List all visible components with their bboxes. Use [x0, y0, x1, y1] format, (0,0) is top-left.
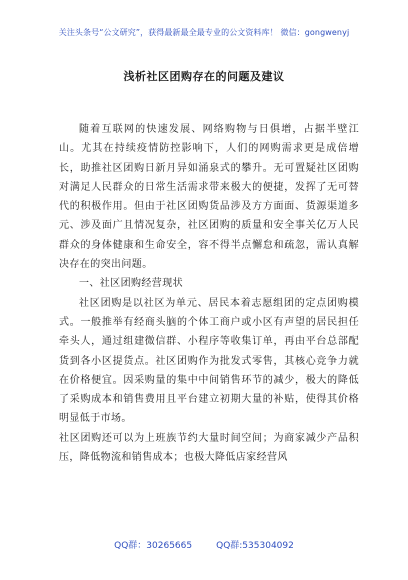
intro-paragraph: 随着互联网的快速发展、网络购物与日俱增，占据半壁江山。尤其在持续疫情防控影响下，人们的网购需求更是成倍增长，助推社区团购日新月异如涌泉式的攀升。无可置疑社区团购对满足人民群众的日常生活需求带来极大的便捷，发挥了无可替代的积极作用。但由于社区团购货品涉及方方面面、货源渠道多元、涉及面广且情况复杂，社区团购的质量和安全事关亿万人民群众的身体健康和生命安全，容不得半点懈怠和疏忽，需认真解决存在的突出问题。 [59, 124, 359, 271]
document-title: 浅析社区团购存在的问题及建议 [123, 70, 285, 83]
section-heading: 一、社区团购经营现状 [79, 278, 183, 290]
continuation-paragraph: 社区团购还可以为上班族节约大量时间空间；为商家减少产品积压，降低物流和销售成本；也极大降低店家经营风 [59, 432, 359, 464]
document-body [59, 120, 359, 467]
footer-qq-groups [0, 538, 408, 551]
section-paragraph: 社区团购是以社区为单元、居民本着志愿组团的定点团购模式。一般推举有经商头脑的个体工商户或小区有声望的居民担任牵头人，通过组建微信群、小程序等收集订单，再由平台总部配货到各小区提货点。社区团购作为批发式零售，其核心竞争力就在价格便宜。因采购量的集中中间销售环节的减少，极大的降低了采购成本和销售费用且平台建立初期大量的补贴，使得其价格明显低于市场。 [59, 297, 359, 425]
header-promo-note: 关注头条号“公文研究”，获得最新最全最专业的公文资料库！ 微信：gongwenyj [58, 28, 350, 37]
footer-qq-group-1: QQ群：30265665 [114, 541, 193, 551]
footer-qq-group-2: QQ群:535304092 [216, 541, 294, 551]
